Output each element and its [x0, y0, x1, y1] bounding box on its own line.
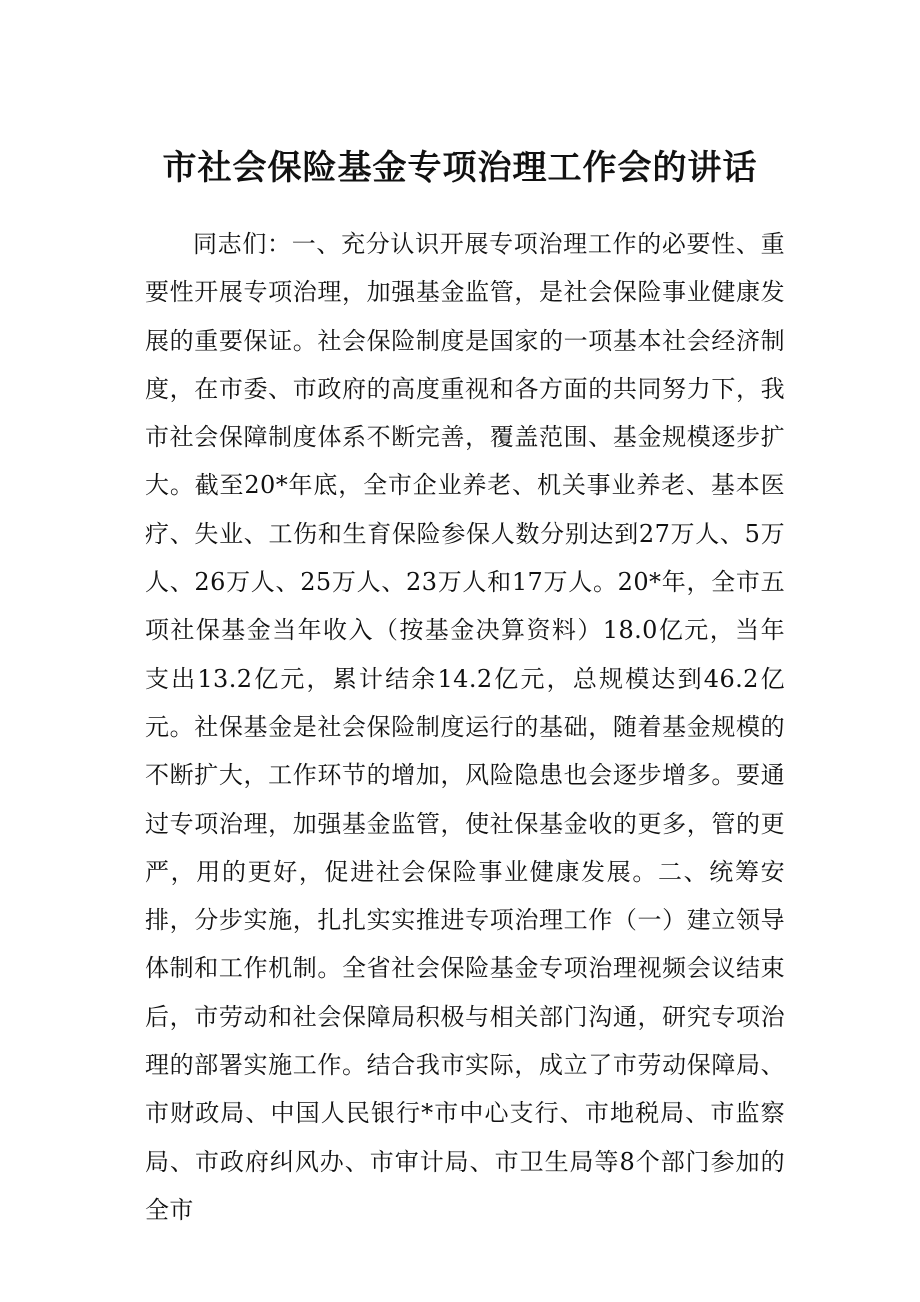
document-body-paragraph: 同志们：一、充分认识开展专项治理工作的必要性、重要性开展专项治理，加强基金监管，是社会保险事业健康发展的重要保证。社会保险制度是国家的一项基本社会经济制度，在市委、市政府的高度重视和各方面的共同努力下，我市社会保障制度体系不断完善，覆盖范围、基金规模逐步扩大。截至20*年底，全市企业养老、机关事业养老、基本医疗、失业、工伤和生育保险参保人数分别达到27万人、5万人、26万人、25万人、23万人和17万人。20*年，全市五项社保基金当年收入（按基金决算资料）18.0亿元，当年支出13.2亿元，累计结余14.2亿元，总规模达到46.2亿元。社保基金是社会保险制度运行的基础，随着基金规模的不断扩大，工作环节的增加，风险隐患也会逐步增多。要通过专项治理，加强基金监管，使社保基金收的更多，管的更严，用的更好，促进社会保险事业健康发展。二、统筹安排，分步实施，扎扎实实推进专项治理工作（一）建立领导体制和工作机制。全省社会保险基金专项治理视频会议结束后，市劳动和社会保障局积极与相关部门沟通，研究专项治理的部署实施工作。结合我市实际，成立了市劳动保障局、市财政局、中国人民银行*市中心支行、市地税局、市监察局、市政府纠风办、市审计局、市卫生局等8个部门参加的全市: [145, 230, 785, 1224]
document-title: 市社会保险基金专项治理工作会的讲话: [162, 148, 758, 188]
